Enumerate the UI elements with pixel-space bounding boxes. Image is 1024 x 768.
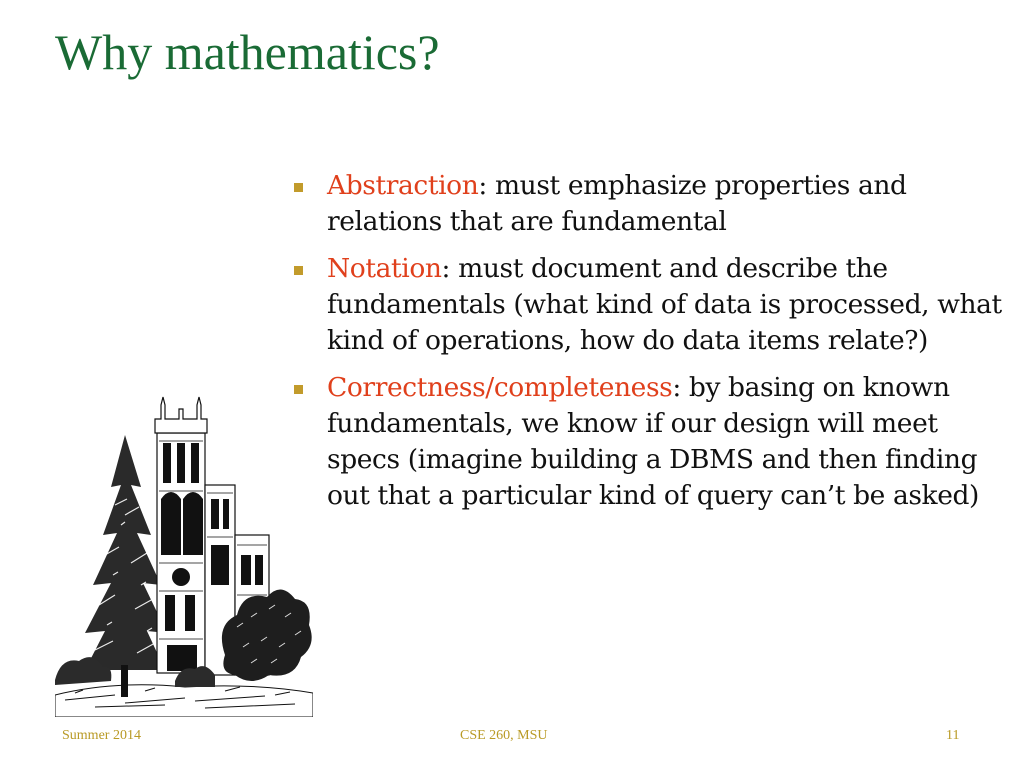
footer-course: CSE 260, MSU (460, 728, 548, 743)
bullet-text: : by basing on known fundamentals, we know if our design will meet specs (imagine building a DBMS and then finding out that a particular kind of query can’t be asked) (327, 372, 979, 511)
bullet-text: : must emphasize properties and relations that are fundamental (327, 170, 907, 237)
bullet-item-abstraction (292, 168, 1012, 240)
bullet-term: Abstraction (327, 170, 479, 201)
slide-title: Why mathematics? (55, 24, 440, 80)
footer-page-number: 11 (946, 728, 960, 743)
bullet-term: Correctness/completeness (327, 372, 673, 403)
bullet-item-correctness (292, 370, 1012, 514)
bullet-term: Notation (327, 253, 442, 284)
tower-and-trees-icon (55, 395, 313, 717)
bullet-text: : must document and describe the fundamentals (what kind of data is processed, what kind of operations, how do data items relate?) (327, 253, 1002, 356)
bullet-item-notation (292, 251, 1012, 359)
square-bullet-icon (294, 183, 303, 192)
footer-date: Summer 2014 (62, 728, 141, 743)
bullet-list (292, 168, 1012, 525)
square-bullet-icon (294, 385, 303, 394)
square-bullet-icon (294, 266, 303, 275)
